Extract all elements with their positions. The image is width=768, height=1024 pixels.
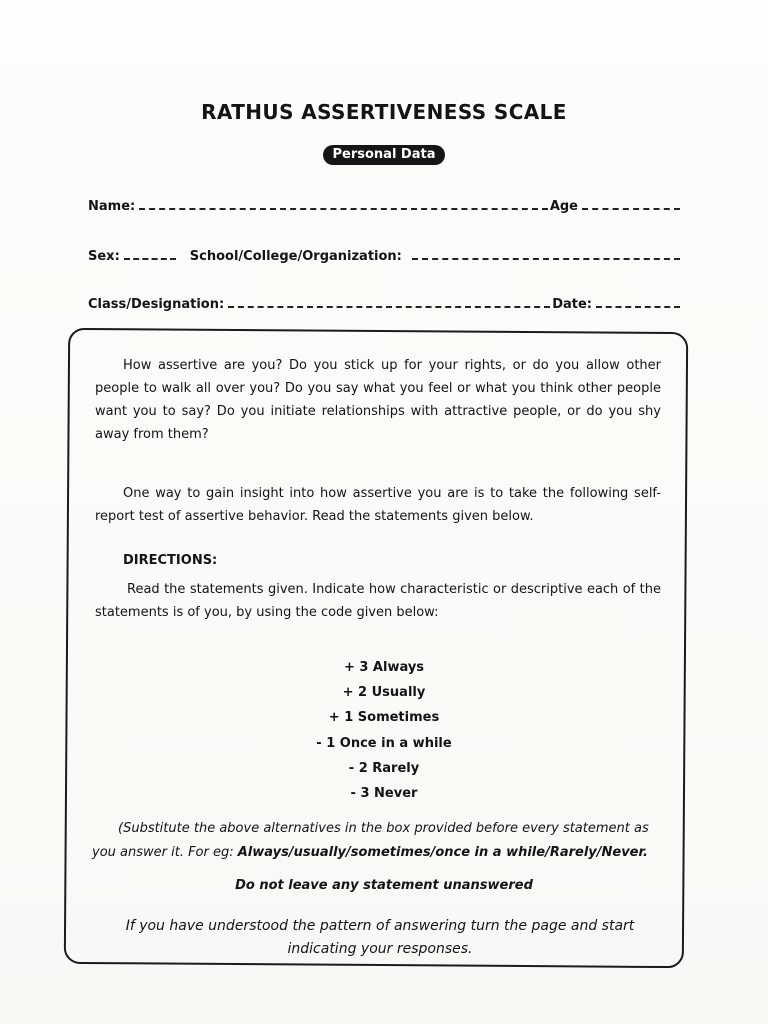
school-field[interactable] [412,258,680,260]
code-item: - 2 Rarely [348,760,420,776]
age-label: Age [549,199,578,214]
code-item: + 3 Always [343,660,425,675]
intro-paragraph-2: One way to gain insight into how assertive you are is to take the following self-report test of assertive behavior. Read the statements given below. [95,486,661,524]
response-code-list [0,655,768,806]
code-item: - 1 Once in a while [316,735,452,751]
class-field[interactable] [228,306,550,308]
page-title: RATHUS ASSERTIVENESS SCALE [201,100,567,124]
school-label: School/College/Organization: [189,249,402,264]
sex-school-row [88,240,682,264]
date-label: Date: [552,297,592,312]
substitution-note [92,817,662,865]
sex-field[interactable] [124,258,176,260]
intro-paragraph-1: How assertive are you? Do you stick up for your rights, or do you allow other people to walk all over you? Do you say what you feel or what you think other people want you to say? Do you initiate relationships with attractive people, or do you shy away from them? [95,358,661,442]
class-label: Class/Designation: [88,297,225,312]
name-label: Name: [88,199,136,214]
note-text: (Substitute the above alternatives in the box provided before every statement as you answer it. For eg: [92,821,649,860]
unanswered-warning: Do not leave any statement unanswered [235,878,533,893]
code-item: + 1 Sometimes [328,710,440,726]
personal-data-badge: Personal Data [323,145,446,165]
code-item: - 3 Never [350,786,418,802]
final-instruction: If you have understood the pattern of answering turn the page and start indicating your responses. [125,918,635,957]
name-field[interactable] [139,208,548,210]
code-item: + 2 Usually [342,685,426,701]
note-example: Always/usually/sometimes/once in a while/Rarely/Never. [237,845,648,860]
directions-text: Read the statements given. Indicate how characteristic or descriptive each of the statements is of you, by using the code given below: [95,582,661,620]
name-age-row [88,190,682,214]
directions-heading: DIRECTIONS: [123,553,218,568]
age-field[interactable] [582,208,680,210]
personal-data-badge-wrap [0,143,768,165]
class-date-row [88,288,682,312]
date-field[interactable] [596,306,680,308]
sex-label: Sex: [88,249,120,264]
